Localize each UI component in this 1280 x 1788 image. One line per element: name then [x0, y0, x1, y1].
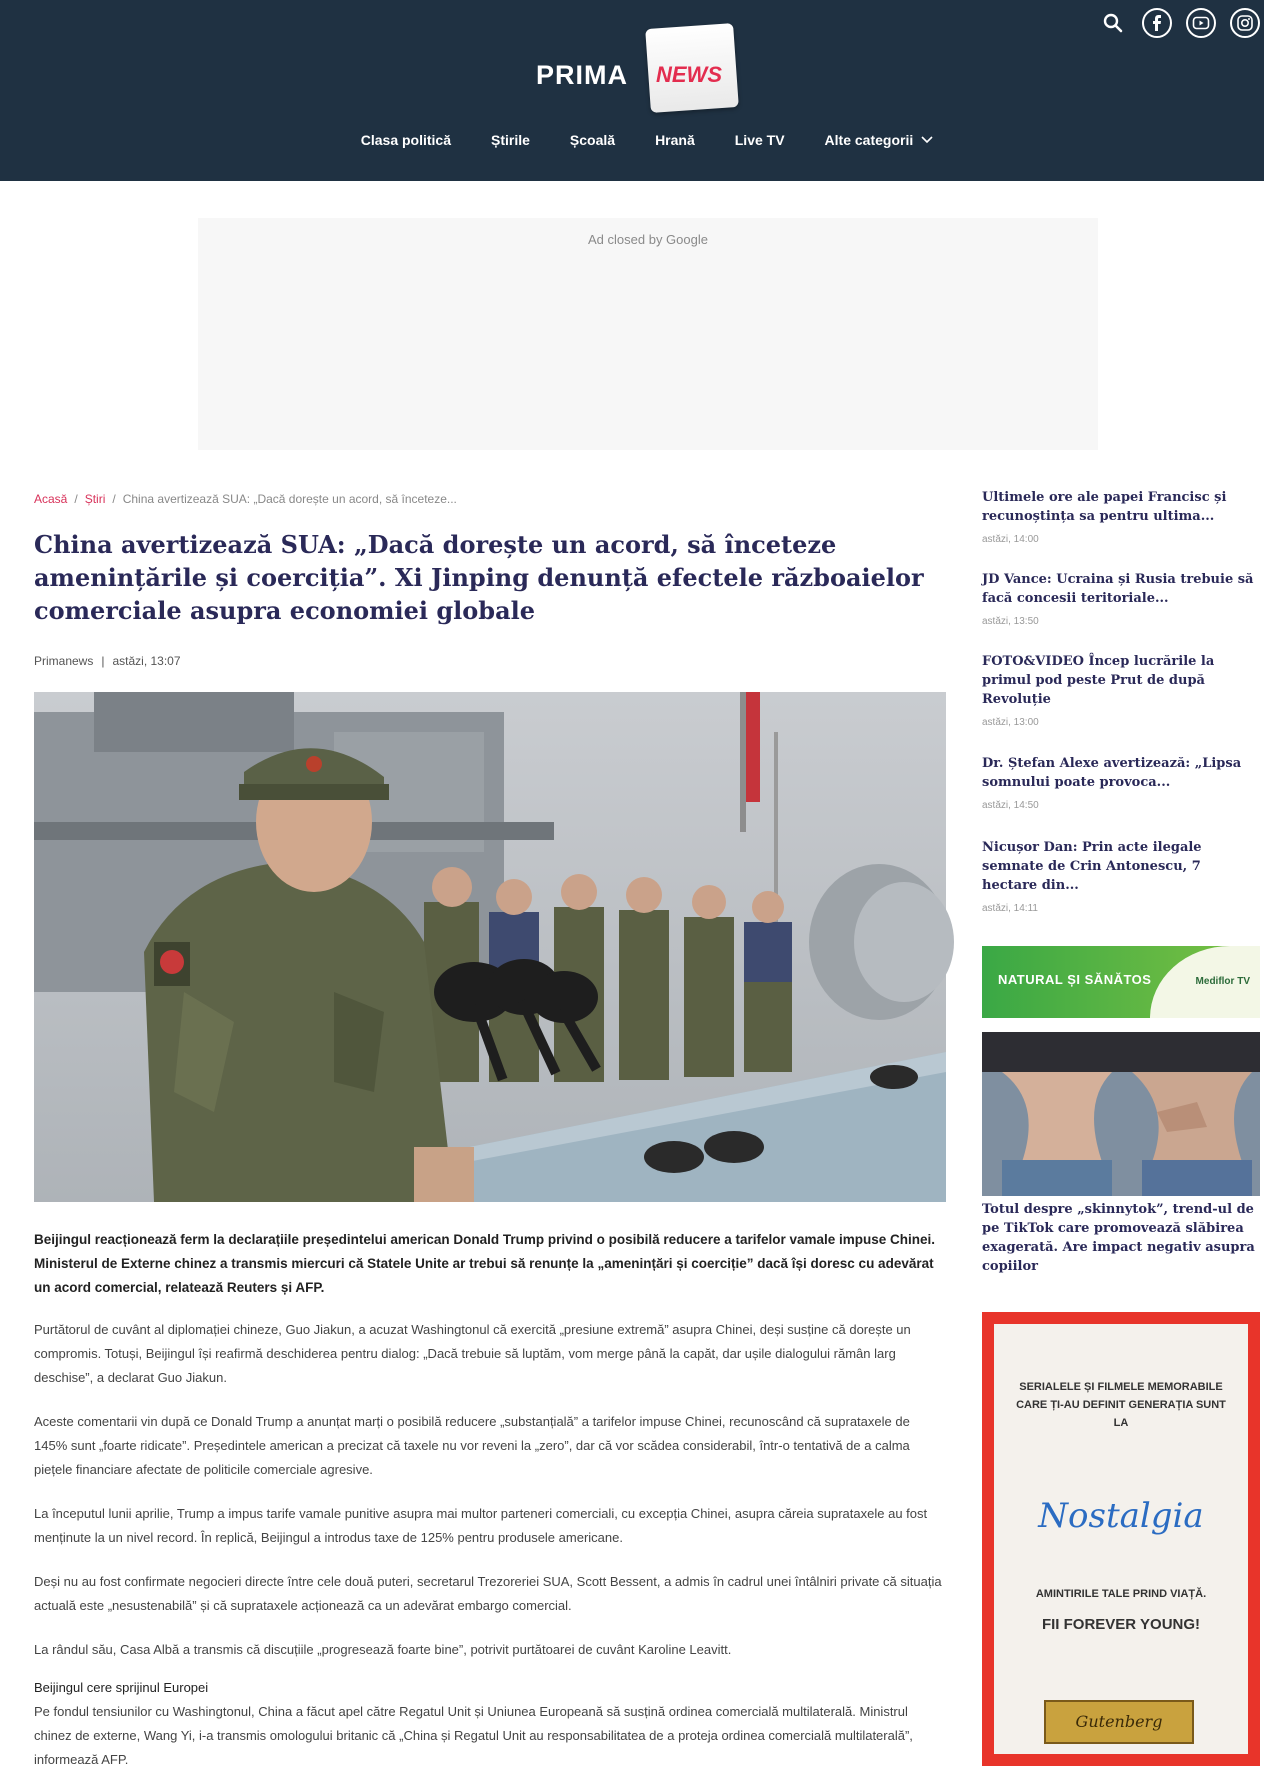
site-header — [0, 0, 1264, 181]
sidebar-news-time: astăzi, 13:50 — [982, 616, 1039, 627]
site-logo[interactable] — [536, 26, 736, 114]
nostalgia-logo: Nostalgia — [1038, 1496, 1204, 1536]
logo-news-text: NEWS — [656, 62, 722, 87]
article-paragraph: Deși nu au fost confirmate negocieri directe între cele două puteri, secretarul Trezoreriei SUA, Scott Bessent, a admis în cadrul unei întâlniri private că situația actuală este „nesustenabilă” și că suprataxele acționează ca un adevărat embargo comercial. — [34, 1574, 942, 1613]
nav-item-hrana[interactable]: Hrană — [655, 132, 695, 148]
nostalgia-ad[interactable] — [982, 1312, 1260, 1766]
sidebar-photo-image — [982, 1032, 1260, 1196]
sidebar-news-item[interactable] — [982, 570, 1260, 627]
nav-item-stirile[interactable]: Știrile — [491, 132, 530, 148]
sidebar-news-item[interactable] — [982, 754, 1260, 811]
chevron-down-icon — [921, 136, 933, 144]
nav-item-scoala[interactable]: Școală — [569, 132, 616, 148]
sidebar-news-item[interactable] — [982, 652, 1260, 728]
sidebar-article-photo[interactable] — [982, 1032, 1260, 1196]
main-nav — [0, 132, 1264, 148]
youtube-icon[interactable] — [1186, 8, 1216, 38]
nav-item-clasa-politica[interactable]: Clasa politică — [360, 132, 452, 148]
sidebar-promo-banner[interactable] — [982, 946, 1260, 1018]
ad-banner — [198, 218, 1098, 450]
article-paragraph: La începutul lunii aprilie, Trump a impus tarife vamale punitive asupra mai multor parteneri comerciali, cu excepția Chinei, asupra căreia suprataxele au fost menținute la un nivel record. În replică, Beijingul a introdus taxe de 125% pentru produsele americane. — [34, 1506, 928, 1545]
article-paragraph: Aceste comentarii vin după ce Donald Trump a anunțat marți o posibilă reducere „substanțială” a tarifelor impuse Chinei, recunoscând că suprataxele de 145% sunt „foarte ridicate”. Președintele american a precizat că taxele nu vor reveni la „zero”, dar că vor scădea considerabil, într-o tentativă de a calma piețele financiare afectate de politicile comerciale agresive. — [34, 1414, 910, 1477]
sidebar-news-time: astăzi, 13:00 — [982, 717, 1039, 728]
breadcrumb — [34, 492, 457, 506]
logo-prima-text: PRIMA — [536, 60, 628, 90]
sidebar-news-item[interactable] — [982, 838, 1260, 914]
nav-item-alte-categorii[interactable] — [825, 132, 934, 148]
nostalgia-top-text: SERIALELE ȘI FILMELE MEMORABILE CARE ȚI-AU DEFINIT GENERAȚIA SUNT LA — [1016, 1381, 1226, 1429]
breadcrumb-stiri[interactable]: Știri — [84, 492, 106, 506]
article-lead: Beijingul reacționează ferm la declarațiile președintelui american Donald Trump privind o posibilă reducere a tarifelor vamale impuse Chinei. Ministerul de Externe chinez a transmis miercuri că Statele Unite ar trebui să renunțe la „amenințări și coerciție” dacă își doresc cu adevărat un acord comercial, relatează Reuters și AFP. — [34, 1232, 936, 1295]
article-paragraph: Pe fondul tensiunilor cu Washingtonul, China a făcut apel către Regatul Unit și Uniunea Europeană să susțină ordinea comercială multilaterală. Ministrul chinez de externe, Wang Yi, i-a transmis omologului britanic că „China și Regatul Unit au responsabilitatea de a proteja ordinea comercială multilaterală”, informează AFP. — [34, 1704, 913, 1767]
sidebar-news-title[interactable]: Nicușor Dan: Prin acte ilegale semnate de Crin Antonescu, 7 hectare din... — [982, 840, 1202, 893]
article-author[interactable]: Primanews — [34, 654, 94, 668]
breadcrumb-home[interactable]: Acasă — [34, 492, 68, 506]
instagram-icon[interactable] — [1230, 8, 1260, 38]
nostalgia-slogan: FII FOREVER YOUNG! — [1041, 1616, 1201, 1633]
promo-banner-text: NATURAL ȘI SĂNĂTOS — [998, 972, 1152, 987]
header-icons — [1098, 8, 1260, 38]
facebook-icon[interactable] — [1142, 8, 1172, 38]
article-meta — [34, 654, 181, 668]
breadcrumb-current: China avertizează SUA: „Dacă dorește un acord, să înceteze... — [122, 492, 457, 506]
sidebar-photo-title[interactable]: Totul despre „skinnytok”, trend-ul de pe TikTok care promovează slăbirea exagerată. Are impact negativ asupra copiilor — [982, 1202, 1255, 1274]
ad-closed-label: Ad closed by Google — [588, 232, 708, 247]
sidebar-news-time: astăzi, 14:50 — [982, 800, 1039, 811]
article-paragraph: Purtătorul de cuvânt al diplomației chineze, Guo Jiakun, a acuzat Washingtonul că exercită „presiune extremă” asupra Chinei, deși susține că dorește un compromis. Totuși, Beijingul își reafirmă deschiderea pentru dialog: „Dacă trebuie să luptăm, vom merge până la capăt, dar ușile dialogului rămân larg deschise”, a declarat Guo Jiakun. — [34, 1322, 911, 1385]
article-paragraph: La rândul său, Casa Albă a transmis că discuțiile „progresează foarte bine”, potrivit purtătoarei de cuvânt Karoline Leavitt. — [34, 1642, 732, 1657]
sidebar-news-time: astăzi, 14:00 — [982, 534, 1039, 545]
nav-item-alte-categorii-label: Alte categorii — [824, 132, 914, 148]
hero-photo — [34, 692, 946, 1202]
sidebar-news-time: astăzi, 14:11 — [982, 903, 1038, 914]
sidebar-news-item[interactable] — [982, 488, 1260, 545]
sidebar-news-title[interactable]: JD Vance: Ucraina și Rusia trebuie să facă concesii teritoriale... — [982, 572, 1254, 606]
nostalgia-ad-inner — [994, 1324, 1248, 1754]
sidebar-news-title[interactable]: Ultimele ore ale papei Francisc și recunoștința sa pentru ultima... — [982, 490, 1227, 524]
nostalgia-bottom-text: AMINTIRILE TALE PRIND VIAȚĂ. — [1035, 1588, 1207, 1600]
breadcrumb-separator: / — [112, 492, 116, 506]
article-title: China avertizează SUA: „Dacă dorește un acord, să înceteze amenințările și coerciția”. Xi Jinping denunță efectele războaielor comerciale asupra economiei globale — [34, 530, 924, 625]
article-time: astăzi, 13:07 — [112, 654, 181, 668]
sidebar-news-title[interactable]: Dr. Ștefan Alexe avertizează: „Lipsa somnului poate provoca... — [982, 756, 1242, 790]
promo-banner-brand: Mediflor TV — [1195, 976, 1250, 987]
nav-item-live-tv[interactable]: Live TV — [734, 132, 785, 148]
article-hero-image — [34, 692, 946, 1202]
meta-separator: | — [101, 654, 105, 668]
article-subheading: Beijingul cere sprijinul Europei — [34, 1680, 209, 1695]
nostalgia-sign: Gutenberg — [1044, 1700, 1194, 1744]
breadcrumb-separator: / — [74, 492, 78, 506]
sidebar-news-title[interactable]: FOTO&VIDEO Încep lucrările la primul pod peste Prut de după Revoluție — [982, 654, 1215, 707]
search-icon[interactable] — [1098, 8, 1128, 38]
